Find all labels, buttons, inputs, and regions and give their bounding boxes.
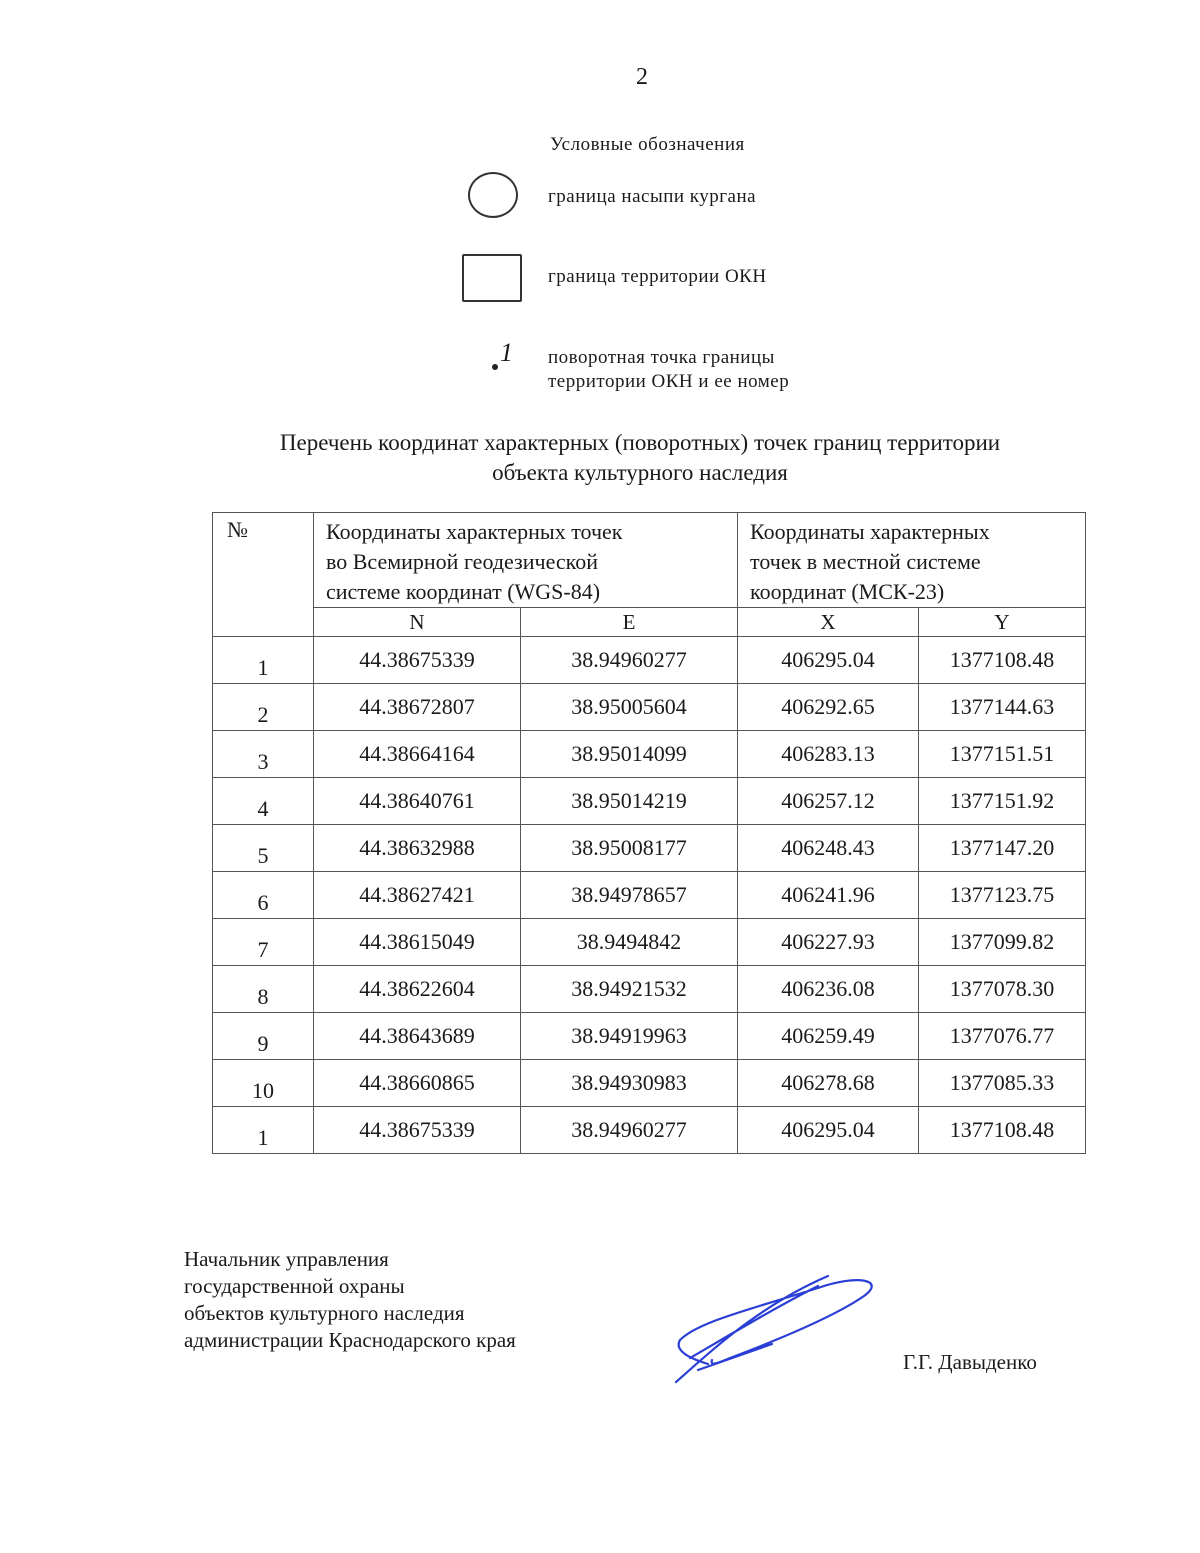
handwritten-signature xyxy=(668,1266,888,1386)
row-y-cell: 1377108.48 xyxy=(919,637,1086,684)
signature-position-line4: администрации Краснодарского края xyxy=(184,1328,516,1352)
table-row xyxy=(213,1107,1086,1154)
row-number-cell: 9 xyxy=(213,1013,314,1060)
row-e-cell: 38.95014099 xyxy=(521,731,738,778)
table-header-row xyxy=(213,513,1086,608)
row-y-cell: 1377078.30 xyxy=(919,966,1086,1013)
row-x-cell: 406295.04 xyxy=(738,637,919,684)
table-row xyxy=(213,684,1086,731)
row-n-cell: 44.38632988 xyxy=(314,825,521,872)
row-e-cell: 38.95005604 xyxy=(521,684,738,731)
row-number-cell: 3 xyxy=(213,731,314,778)
page-number: 2 xyxy=(636,64,648,90)
row-y-cell: 1377076.77 xyxy=(919,1013,1086,1060)
table-row xyxy=(213,731,1086,778)
coordinates-table xyxy=(212,512,1086,1154)
legend-label-mound: граница насыпи кургана xyxy=(548,186,757,207)
msk-group-header xyxy=(738,513,1086,608)
row-number-cell: 6 xyxy=(213,872,314,919)
row-x-cell: 406248.43 xyxy=(738,825,919,872)
list-title xyxy=(200,428,1080,488)
row-n-cell: 44.38675339 xyxy=(314,637,521,684)
row-y-cell: 1377099.82 xyxy=(919,919,1086,966)
list-title-line1: Перечень координат характерных (поворотных) точек границ территории xyxy=(279,430,1001,455)
row-e-cell: 38.94960277 xyxy=(521,1107,738,1154)
col-x-header: X xyxy=(738,608,919,637)
row-x-cell: 406259.49 xyxy=(738,1013,919,1060)
list-title-line2: объекта культурного наследия xyxy=(492,460,788,485)
row-n-cell: 44.38643689 xyxy=(314,1013,521,1060)
signature-position-line3: объектов культурного наследия xyxy=(184,1301,465,1325)
col-e-header: E xyxy=(521,608,738,637)
row-number-cell: 5 xyxy=(213,825,314,872)
row-e-cell: 38.9494842 xyxy=(521,919,738,966)
wgs-header-line2: во Всемирной геодезической xyxy=(326,549,598,574)
col-no-header: № xyxy=(213,513,314,637)
legend-label-territory: граница территории ОКН xyxy=(548,266,767,287)
row-number-cell: 8 xyxy=(213,966,314,1013)
row-n-cell: 44.38622604 xyxy=(314,966,521,1013)
legend-title: Условные обозначения xyxy=(550,134,745,155)
table-row xyxy=(213,966,1086,1013)
signer-name: Г.Г. Давыденко xyxy=(903,1350,1037,1374)
square-icon xyxy=(462,254,522,302)
row-x-cell: 406236.08 xyxy=(738,966,919,1013)
msk-header-line2: точек в местной системе xyxy=(750,549,981,574)
row-n-cell: 44.38675339 xyxy=(314,1107,521,1154)
row-n-cell: 44.38672807 xyxy=(314,684,521,731)
table-row xyxy=(213,825,1086,872)
row-y-cell: 1377151.92 xyxy=(919,778,1086,825)
legend-label-point xyxy=(548,346,789,394)
row-number-cell: 2 xyxy=(213,684,314,731)
row-n-cell: 44.38660865 xyxy=(314,1060,521,1107)
table-row xyxy=(213,1060,1086,1107)
row-e-cell: 38.94978657 xyxy=(521,872,738,919)
row-x-cell: 406241.96 xyxy=(738,872,919,919)
row-x-cell: 406227.93 xyxy=(738,919,919,966)
msk-header-line3: координат (МСК-23) xyxy=(750,579,945,604)
table-row xyxy=(213,1013,1086,1060)
row-x-cell: 406295.04 xyxy=(738,1107,919,1154)
turning-point-number: 1 xyxy=(500,338,513,367)
col-n-header: N xyxy=(314,608,521,637)
row-e-cell: 38.94930983 xyxy=(521,1060,738,1107)
row-e-cell: 38.95008177 xyxy=(521,825,738,872)
wgs-group-header xyxy=(314,513,738,608)
row-y-cell: 1377123.75 xyxy=(919,872,1086,919)
row-number-cell: 1 xyxy=(213,637,314,684)
signature-position xyxy=(184,1246,516,1354)
row-number-cell: 7 xyxy=(213,919,314,966)
row-x-cell: 406283.13 xyxy=(738,731,919,778)
col-y-header: Y xyxy=(919,608,1086,637)
legend-label-point-line1: поворотная точка границы xyxy=(548,347,775,368)
circle-icon xyxy=(468,172,518,218)
table-row xyxy=(213,872,1086,919)
row-e-cell: 38.95014219 xyxy=(521,778,738,825)
row-e-cell: 38.94921532 xyxy=(521,966,738,1013)
row-y-cell: 1377085.33 xyxy=(919,1060,1086,1107)
row-number-cell: 1 xyxy=(213,1107,314,1154)
table-subheader-row xyxy=(213,608,1086,637)
row-y-cell: 1377108.48 xyxy=(919,1107,1086,1154)
row-y-cell: 1377144.63 xyxy=(919,684,1086,731)
row-x-cell: 406278.68 xyxy=(738,1060,919,1107)
row-n-cell: 44.38640761 xyxy=(314,778,521,825)
wgs-header-line1: Координаты характерных точек xyxy=(326,519,623,544)
row-number-cell: 10 xyxy=(213,1060,314,1107)
table-row xyxy=(213,778,1086,825)
signature-position-line2: государственной охраны xyxy=(184,1274,405,1298)
table-row xyxy=(213,919,1086,966)
legend-label-point-line2: территории ОКН и ее номер xyxy=(548,371,790,392)
row-e-cell: 38.94960277 xyxy=(521,637,738,684)
table-row xyxy=(213,637,1086,684)
row-n-cell: 44.38664164 xyxy=(314,731,521,778)
signature-position-line1: Начальник управления xyxy=(184,1247,389,1271)
row-x-cell: 406257.12 xyxy=(738,778,919,825)
row-number-cell: 4 xyxy=(213,778,314,825)
row-y-cell: 1377147.20 xyxy=(919,825,1086,872)
wgs-header-line3: системе координат (WGS-84) xyxy=(326,579,601,604)
row-n-cell: 44.38627421 xyxy=(314,872,521,919)
row-y-cell: 1377151.51 xyxy=(919,731,1086,778)
row-e-cell: 38.94919963 xyxy=(521,1013,738,1060)
row-n-cell: 44.38615049 xyxy=(314,919,521,966)
turning-point-icon xyxy=(488,338,522,378)
row-x-cell: 406292.65 xyxy=(738,684,919,731)
msk-header-line1: Координаты характерных xyxy=(750,519,990,544)
